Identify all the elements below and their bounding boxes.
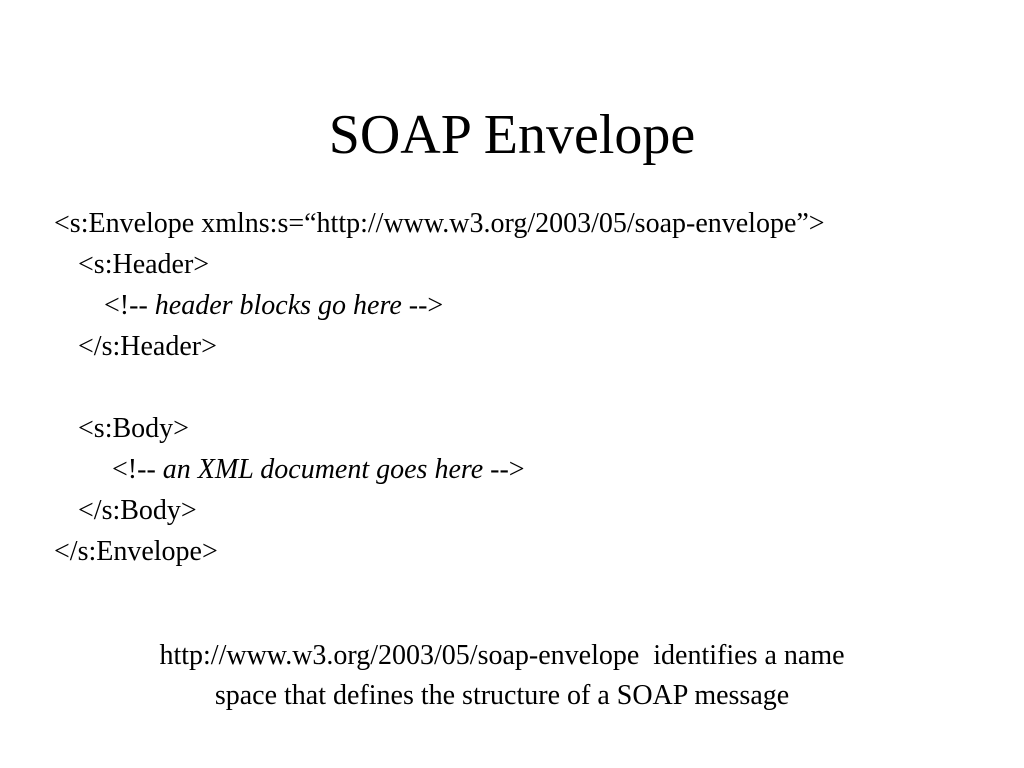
- code-line-header-open: <s:Header>: [78, 249, 210, 280]
- comment-open-marker: <!--: [112, 454, 163, 485]
- code-line-header-comment: [104, 286, 443, 326]
- comment-open-marker: <!--: [104, 290, 155, 321]
- code-line-envelope-close: </s:Envelope>: [54, 536, 218, 567]
- code-line-header-close: </s:Header>: [78, 331, 217, 362]
- body-comment-text: an XML document goes here: [162, 454, 484, 485]
- comment-close-marker: -->: [483, 454, 525, 485]
- slide-title: SOAP Envelope: [328, 104, 696, 166]
- caption-line-1: http://www.w3.org/2003/05/soap-envelope identifies a name: [159, 640, 845, 671]
- comment-close-marker: -->: [401, 290, 444, 321]
- code-line-envelope-open: <s:Envelope xmlns:s=“http://www.w3.org/2003/05/soap-envelope”>: [54, 208, 825, 239]
- slide-caption: [0, 636, 1004, 716]
- code-line-body-close: </s:Body>: [78, 495, 197, 526]
- code-line-body-open: <s:Body>: [78, 413, 189, 444]
- code-line-body-comment: [112, 450, 525, 490]
- caption-line-2: space that defines the structure of a SOAP message: [214, 680, 790, 711]
- header-comment-text: header blocks go here: [154, 290, 402, 321]
